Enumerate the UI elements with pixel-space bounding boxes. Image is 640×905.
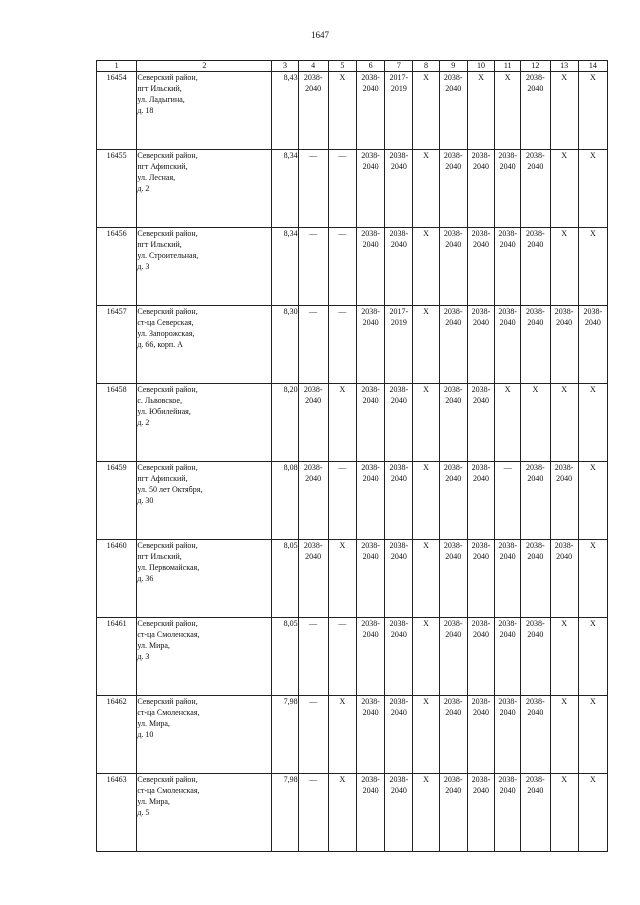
period-cell: X xyxy=(413,72,439,150)
period-cell: — xyxy=(328,228,356,306)
address-line: д. 18 xyxy=(137,106,154,115)
period-cell: X xyxy=(550,228,578,306)
value-cell: 8,20 xyxy=(272,384,298,462)
address-line: ул. Запорожская, xyxy=(137,329,195,338)
value-cell: 8,34 xyxy=(272,150,298,228)
address-line: д. 66, корп. А xyxy=(137,340,183,349)
address-line: Северский район, xyxy=(137,385,198,394)
address-line: д. 30 xyxy=(137,496,154,505)
record-id: 16454 xyxy=(97,72,137,150)
period-cell: X xyxy=(328,696,356,774)
period-cell: 2038- 2040 xyxy=(495,774,521,852)
period-cell: 2038- 2040 xyxy=(357,696,385,774)
period-cell: 2038- 2040 xyxy=(495,696,521,774)
period-cell: 2038- 2040 xyxy=(495,150,521,228)
address-line: д. 10 xyxy=(137,730,154,739)
address-line: д. 36 xyxy=(137,574,154,583)
column-header: 7 xyxy=(385,61,413,72)
table-row xyxy=(97,228,608,306)
address-line: Северский район, xyxy=(137,307,198,316)
period-cell: 2038- 2040 xyxy=(439,150,467,228)
value-cell: 7,98 xyxy=(272,696,298,774)
address-cell xyxy=(137,306,272,384)
period-cell: 2038- 2040 xyxy=(495,618,521,696)
column-header: 10 xyxy=(467,61,494,72)
period-cell: X xyxy=(550,384,578,462)
address-line: Северский район, xyxy=(137,541,198,550)
period-cell: 2038- 2040 xyxy=(467,774,494,852)
period-cell: 2038- 2040 xyxy=(521,72,550,150)
column-header: 13 xyxy=(550,61,578,72)
address-line: ст-ца Смоленская, xyxy=(137,708,200,717)
address-line: ул. Первомайская, xyxy=(137,563,200,572)
address-cell xyxy=(137,228,272,306)
period-cell: X xyxy=(328,540,356,618)
address-cell xyxy=(137,462,272,540)
record-id: 16457 xyxy=(97,306,137,384)
address-line: Северский район, xyxy=(137,463,198,472)
period-cell: X xyxy=(413,150,439,228)
period-cell: — xyxy=(328,306,356,384)
period-cell: X xyxy=(550,72,578,150)
table-row xyxy=(97,696,608,774)
address-cell xyxy=(137,540,272,618)
period-cell: 2038- 2040 xyxy=(385,774,413,852)
address-line: д. 3 xyxy=(137,262,150,271)
period-cell: 2017- 2019 xyxy=(385,306,413,384)
address-line: пгт Ильский, xyxy=(137,240,182,249)
table-header-row xyxy=(97,61,608,72)
period-cell: X xyxy=(413,774,439,852)
period-cell: X xyxy=(328,72,356,150)
table-row xyxy=(97,462,608,540)
address-line: ул. Строительная, xyxy=(137,251,199,260)
address-line: пгт Афипский, xyxy=(137,474,188,483)
address-line: ул. Мира, xyxy=(137,641,170,650)
address-line: ул. Ладыгина, xyxy=(137,95,185,104)
period-cell: 2038- 2040 xyxy=(521,150,550,228)
value-cell: 7,98 xyxy=(272,774,298,852)
period-cell: 2038- 2040 xyxy=(495,228,521,306)
period-cell: X xyxy=(413,618,439,696)
page-number: 1647 xyxy=(311,30,329,40)
period-cell: 2038- 2040 xyxy=(521,774,550,852)
table-row xyxy=(97,72,608,150)
column-header: 1 xyxy=(97,61,137,72)
address-line: Северский район, xyxy=(137,775,198,784)
record-id: 16455 xyxy=(97,150,137,228)
record-id: 16463 xyxy=(97,774,137,852)
period-cell: 2038- 2040 xyxy=(467,540,494,618)
address-line: ст-ца Смоленская, xyxy=(137,786,200,795)
period-cell: X xyxy=(413,540,439,618)
address-line: д. 5 xyxy=(137,808,150,817)
address-line: ул. Мира, xyxy=(137,797,170,806)
table-row xyxy=(97,306,608,384)
address-cell xyxy=(137,384,272,462)
value-cell: 8,30 xyxy=(272,306,298,384)
period-cell: X xyxy=(578,774,607,852)
period-cell: 2038- 2040 xyxy=(357,228,385,306)
period-cell: 2038- 2040 xyxy=(298,72,328,150)
address-line: д. 2 xyxy=(137,184,150,193)
period-cell: X xyxy=(413,306,439,384)
period-cell: 2038- 2040 xyxy=(439,306,467,384)
address-line: Северский район, xyxy=(137,73,198,82)
period-cell: X xyxy=(578,540,607,618)
address-line: пгт Ильский, xyxy=(137,84,182,93)
period-cell: 2038- 2040 xyxy=(467,462,494,540)
address-line: пгт Ильский, xyxy=(137,552,182,561)
period-cell: X xyxy=(495,384,521,462)
period-cell: 2038- 2040 xyxy=(439,72,467,150)
address-line: Северский район, xyxy=(137,619,198,628)
period-cell: X xyxy=(413,696,439,774)
value-cell: 8,05 xyxy=(272,618,298,696)
column-header: 9 xyxy=(439,61,467,72)
period-cell: X xyxy=(413,228,439,306)
column-header: 12 xyxy=(521,61,550,72)
record-id: 16460 xyxy=(97,540,137,618)
period-cell: 2038- 2040 xyxy=(439,774,467,852)
register-table xyxy=(96,60,608,852)
column-header: 4 xyxy=(298,61,328,72)
period-cell: 2038- 2040 xyxy=(385,228,413,306)
period-cell: 2038- 2040 xyxy=(521,540,550,618)
address-line: ул. Лесная, xyxy=(137,173,176,182)
table-row xyxy=(97,150,608,228)
period-cell: — xyxy=(298,306,328,384)
period-cell: X xyxy=(550,150,578,228)
address-line: Северский район, xyxy=(137,697,198,706)
address-line: с. Львовское, xyxy=(137,396,183,405)
period-cell: 2038- 2040 xyxy=(521,228,550,306)
period-cell: 2038- 2040 xyxy=(439,540,467,618)
period-cell: X xyxy=(578,384,607,462)
period-cell: 2038- 2040 xyxy=(298,384,328,462)
period-cell: X xyxy=(550,618,578,696)
period-cell: X xyxy=(495,72,521,150)
period-cell: 2038- 2040 xyxy=(578,306,607,384)
column-header: 2 xyxy=(137,61,272,72)
period-cell: X xyxy=(521,384,550,462)
address-cell xyxy=(137,696,272,774)
period-cell: — xyxy=(298,696,328,774)
period-cell: 2038- 2040 xyxy=(385,462,413,540)
period-cell: 2038- 2040 xyxy=(467,384,494,462)
period-cell: 2038- 2040 xyxy=(357,462,385,540)
period-cell: 2038- 2040 xyxy=(357,150,385,228)
column-header: 8 xyxy=(413,61,439,72)
address-line: ст-ца Смоленская, xyxy=(137,630,200,639)
value-cell: 8,08 xyxy=(272,462,298,540)
period-cell: X xyxy=(413,462,439,540)
period-cell: X xyxy=(467,72,494,150)
record-id: 16456 xyxy=(97,228,137,306)
address-line: д. 3 xyxy=(137,652,150,661)
period-cell: 2038- 2040 xyxy=(357,384,385,462)
period-cell: 2038- 2040 xyxy=(357,774,385,852)
period-cell: 2038- 2040 xyxy=(439,228,467,306)
period-cell: — xyxy=(328,618,356,696)
period-cell: 2038- 2040 xyxy=(439,696,467,774)
table-row xyxy=(97,774,608,852)
record-id: 16459 xyxy=(97,462,137,540)
period-cell: — xyxy=(328,150,356,228)
period-cell: 2038- 2040 xyxy=(467,228,494,306)
record-id: 16458 xyxy=(97,384,137,462)
period-cell: 2038- 2040 xyxy=(467,306,494,384)
value-cell: 8,34 xyxy=(272,228,298,306)
period-cell: 2038- 2040 xyxy=(495,306,521,384)
address-line: Северский район, xyxy=(137,229,198,238)
period-cell: 2038- 2040 xyxy=(385,540,413,618)
period-cell: 2038- 2040 xyxy=(439,618,467,696)
period-cell: — xyxy=(298,618,328,696)
period-cell: 2038- 2040 xyxy=(439,462,467,540)
column-header: 3 xyxy=(272,61,298,72)
record-id: 16461 xyxy=(97,618,137,696)
period-cell: X xyxy=(578,150,607,228)
period-cell: 2038- 2040 xyxy=(467,696,494,774)
period-cell: X xyxy=(550,774,578,852)
period-cell: 2038- 2040 xyxy=(521,618,550,696)
period-cell: X xyxy=(578,618,607,696)
period-cell: 2038- 2040 xyxy=(550,540,578,618)
record-id: 16462 xyxy=(97,696,137,774)
column-header: 5 xyxy=(328,61,356,72)
period-cell: X xyxy=(328,384,356,462)
address-cell xyxy=(137,72,272,150)
period-cell: 2038- 2040 xyxy=(495,540,521,618)
address-line: ул. 50 лет Октября, xyxy=(137,485,203,494)
period-cell: 2038- 2040 xyxy=(550,306,578,384)
period-cell: 2017- 2019 xyxy=(385,72,413,150)
column-header: 6 xyxy=(357,61,385,72)
address-cell xyxy=(137,618,272,696)
period-cell: 2038- 2040 xyxy=(357,72,385,150)
value-cell: 8,43 xyxy=(272,72,298,150)
address-line: ул. Мира, xyxy=(137,719,170,728)
period-cell: 2038- 2040 xyxy=(385,384,413,462)
column-header: 14 xyxy=(578,61,607,72)
period-cell: — xyxy=(328,462,356,540)
period-cell: 2038- 2040 xyxy=(467,150,494,228)
address-cell xyxy=(137,774,272,852)
period-cell: 2038- 2040 xyxy=(298,540,328,618)
period-cell: X xyxy=(578,72,607,150)
address-line: ул. Юбилейная, xyxy=(137,407,191,416)
address-line: Северский район, xyxy=(137,151,198,160)
period-cell: X xyxy=(578,462,607,540)
table-row xyxy=(97,618,608,696)
table-row xyxy=(97,540,608,618)
period-cell: — xyxy=(298,774,328,852)
address-cell xyxy=(137,150,272,228)
address-line: д. 2 xyxy=(137,418,150,427)
period-cell: 2038- 2040 xyxy=(385,696,413,774)
period-cell: 2038- 2040 xyxy=(550,462,578,540)
period-cell: 2038- 2040 xyxy=(521,306,550,384)
period-cell: 2038- 2040 xyxy=(298,462,328,540)
period-cell: — xyxy=(298,228,328,306)
period-cell: 2038- 2040 xyxy=(467,618,494,696)
period-cell: X xyxy=(413,384,439,462)
period-cell: X xyxy=(550,696,578,774)
column-header: 11 xyxy=(495,61,521,72)
period-cell: 2038- 2040 xyxy=(357,306,385,384)
address-line: пгт Афипский, xyxy=(137,162,188,171)
period-cell: 2038- 2040 xyxy=(385,618,413,696)
period-cell: 2038- 2040 xyxy=(357,540,385,618)
period-cell: X xyxy=(578,696,607,774)
period-cell: — xyxy=(298,150,328,228)
period-cell: 2038- 2040 xyxy=(521,696,550,774)
period-cell: 2038- 2040 xyxy=(357,618,385,696)
address-line: ст-ца Северская, xyxy=(137,318,194,327)
value-cell: 8,05 xyxy=(272,540,298,618)
period-cell: 2038- 2040 xyxy=(521,462,550,540)
period-cell: X xyxy=(578,228,607,306)
period-cell: 2038- 2040 xyxy=(385,150,413,228)
period-cell: — xyxy=(495,462,521,540)
period-cell: X xyxy=(328,774,356,852)
table-row xyxy=(97,384,608,462)
period-cell: 2038- 2040 xyxy=(439,384,467,462)
